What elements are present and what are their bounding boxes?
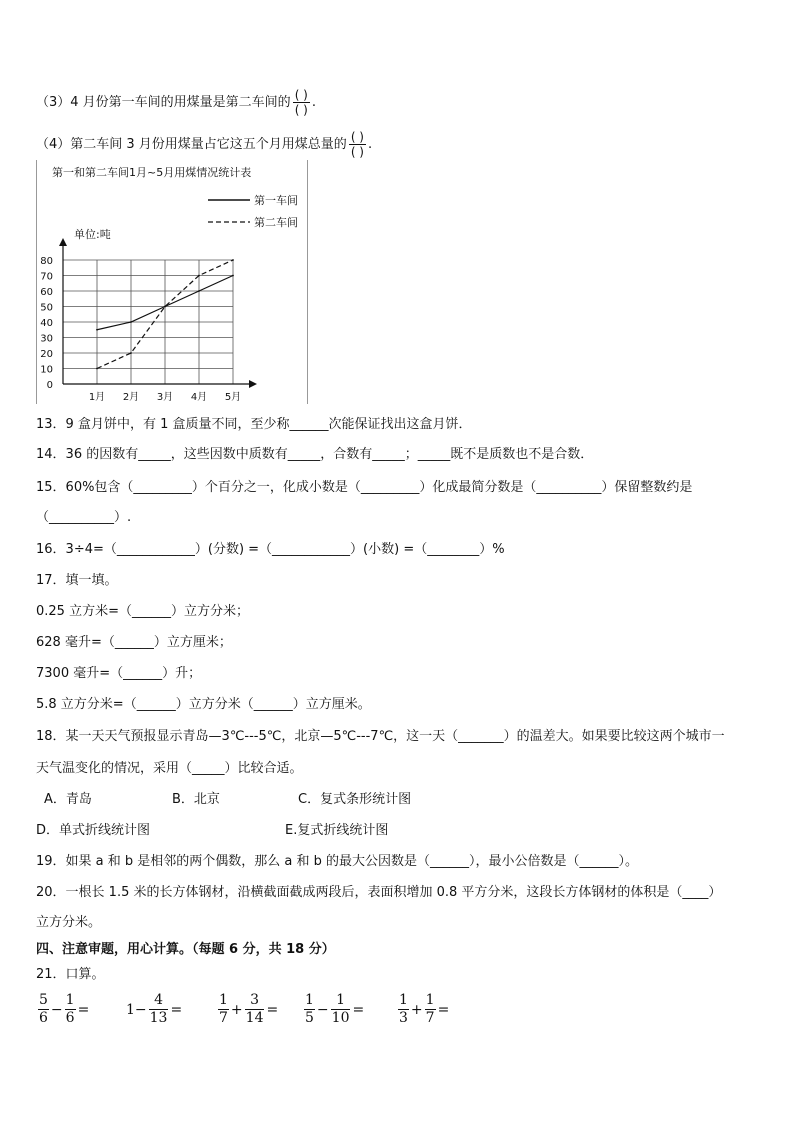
x-axis-arrow-icon	[249, 380, 257, 388]
calc-expression-2: 1− $\frac{4}{13}$ =	[126, 992, 183, 1026]
y-tick-label: 70	[40, 271, 53, 283]
option-c[interactable]: C．复式条形统计图	[298, 792, 412, 807]
fraction: $\frac{1}{5}$	[305, 992, 314, 1026]
y-tick-label: 20	[40, 349, 53, 360]
calc-expression-3: $\frac{1}{7}$ + $\frac{3}{14}$ =	[219, 992, 279, 1026]
x-tick-label: 1月	[88, 392, 106, 403]
calc-expression-4: $\frac{1}{5}$ − $\frac{1}{10}$ =	[305, 992, 365, 1026]
question-14: 14．36 的因数有_____，这些因数中质数有_____，合数有_____；_____既不是质数也不是合数．	[36, 447, 594, 462]
question-17: 17．填一填。	[36, 573, 118, 588]
question-20-line-1: 20．一根长 1.5 米的长方体钢材，沿横截面截成两段后，表面积增加 0.8 平方分米，这段长方体钢材的体积是（____）	[36, 885, 722, 900]
question-3-text: （3）4 月份第一车间的用煤量是第二车间的	[36, 95, 291, 110]
y-tick-label: 50	[40, 302, 53, 314]
coal-usage-chart	[36, 160, 308, 404]
y-tick-label: 40	[40, 318, 53, 329]
chart-axes	[59, 238, 257, 388]
data-point-series-2	[232, 259, 234, 261]
data-point-series-2	[130, 352, 132, 354]
question-19: 19．如果 a 和 b 是相邻的两个偶数，那么 a 和 b 的最大公因数是（______），最小公倍数是（______）。	[36, 854, 639, 869]
question-16: 16．3÷4=（____________）(分数) =（____________）(小数) =（________）%	[36, 542, 505, 557]
question-15-line-2: （__________）.	[36, 510, 132, 525]
fraction-denominator-blank[interactable]: ( )	[294, 103, 308, 117]
answer-fraction-blank[interactable]	[349, 130, 366, 159]
data-point-series-2	[198, 275, 200, 277]
answer-fraction-blank[interactable]	[293, 88, 310, 117]
question-4-text: （4）第二车间 3 月份用煤量占它这五个月用煤总量的	[36, 137, 347, 152]
y-tick-label: 30	[40, 333, 53, 345]
question-4	[36, 130, 372, 159]
fraction-denominator-blank[interactable]: ( )	[350, 145, 364, 159]
question-21: 21．口算。	[36, 967, 105, 982]
option-b[interactable]: B．北京	[172, 792, 220, 807]
question-20-line-2: 立方分米。	[36, 915, 102, 930]
question-17-b: 628 毫升=（______）立方厘米；	[36, 635, 232, 650]
option-e[interactable]: E.复式折线统计图	[285, 823, 389, 838]
question-17-d: 5.8 立方分米=（______）立方分米（______）立方厘米。	[36, 697, 371, 712]
y-tick-label: 0	[46, 380, 53, 391]
data-point-series-2	[164, 306, 166, 308]
y-tick-label: 60	[40, 287, 53, 298]
question-15-line-1: 15．60%包含（_________）个百分之一，化成小数是（_________）化成最简分数是（__________）保留整数约是	[36, 480, 693, 495]
question-17-c: 7300 毫升=（______）升；	[36, 666, 202, 681]
fraction: $\frac{4}{13}$	[149, 992, 168, 1026]
legend-label-series-2: 第二车间	[254, 216, 298, 229]
fraction: $\frac{3}{14}$	[245, 992, 264, 1026]
fraction-numerator-blank[interactable]: ( )	[350, 130, 364, 144]
question-18-line-2: 天气温变化的情况，采用（_____）比较合适。	[36, 761, 303, 776]
x-tick-label: 4月	[190, 392, 208, 403]
line-chart-svg	[36, 160, 308, 404]
data-point-series-1	[232, 275, 234, 277]
fraction: $\frac{1}{7}$	[425, 992, 435, 1026]
x-tick-label: 5月	[224, 392, 242, 403]
period: .	[368, 137, 373, 152]
fraction: $\frac{1}{3}$	[399, 992, 408, 1026]
x-tick-label: 2月	[122, 392, 140, 403]
fraction: $\frac{1}{7}$	[219, 992, 228, 1026]
y-axis-arrow-icon	[59, 238, 67, 246]
calc-expression-1: $\frac{5}{6}$ − $\frac{1}{6}$ =	[39, 992, 90, 1026]
chart-ticks	[40, 256, 241, 403]
chart-title: 第一和第二车间1月~5月用煤情况统计表	[52, 166, 252, 179]
period: .	[311, 95, 317, 110]
question-17-a: 0.25 立方米=（______）立方分米；	[36, 604, 249, 619]
y-tick-label: 80	[40, 256, 53, 267]
data-point-series-2	[96, 368, 98, 370]
fraction-numerator-blank[interactable]: ( )	[294, 88, 308, 102]
chart-grid	[63, 260, 233, 384]
data-point-series-1	[130, 321, 132, 323]
question-18-line-1: 18．某一天天气预报显示青岛—3℃---5℃，北京—5℃---7℃，这一天（_______）的温差大。如果要比较这两个城市一	[36, 729, 725, 744]
legend-label-series-1: 第一车间	[254, 194, 298, 207]
section-4-heading: 四、注意审题，用心计算。（每题 6 分，共 18 分）	[36, 942, 335, 957]
x-tick-label: 3月	[156, 392, 174, 403]
data-point-series-1	[198, 290, 200, 292]
calc-expression-5: $\frac{1}{3}$ + $\frac{1}{7}$ =	[399, 992, 450, 1026]
data-point-series-1	[96, 329, 98, 331]
question-13: 13．9 盒月饼中，有 1 盒质量不同，至少称______次能保证找出这盒月饼．	[36, 417, 472, 432]
fraction: $\frac{1}{10}$	[331, 992, 350, 1026]
y-tick-label: 10	[40, 364, 53, 376]
fraction: $\frac{5}{6}$	[39, 992, 48, 1026]
fraction: $\frac{1}{6}$	[65, 992, 75, 1026]
option-a[interactable]: A．青岛	[44, 792, 92, 807]
option-d[interactable]: D．单式折线统计图	[36, 823, 151, 838]
question-3	[36, 88, 316, 117]
unit-label: 单位:吨	[74, 228, 111, 241]
